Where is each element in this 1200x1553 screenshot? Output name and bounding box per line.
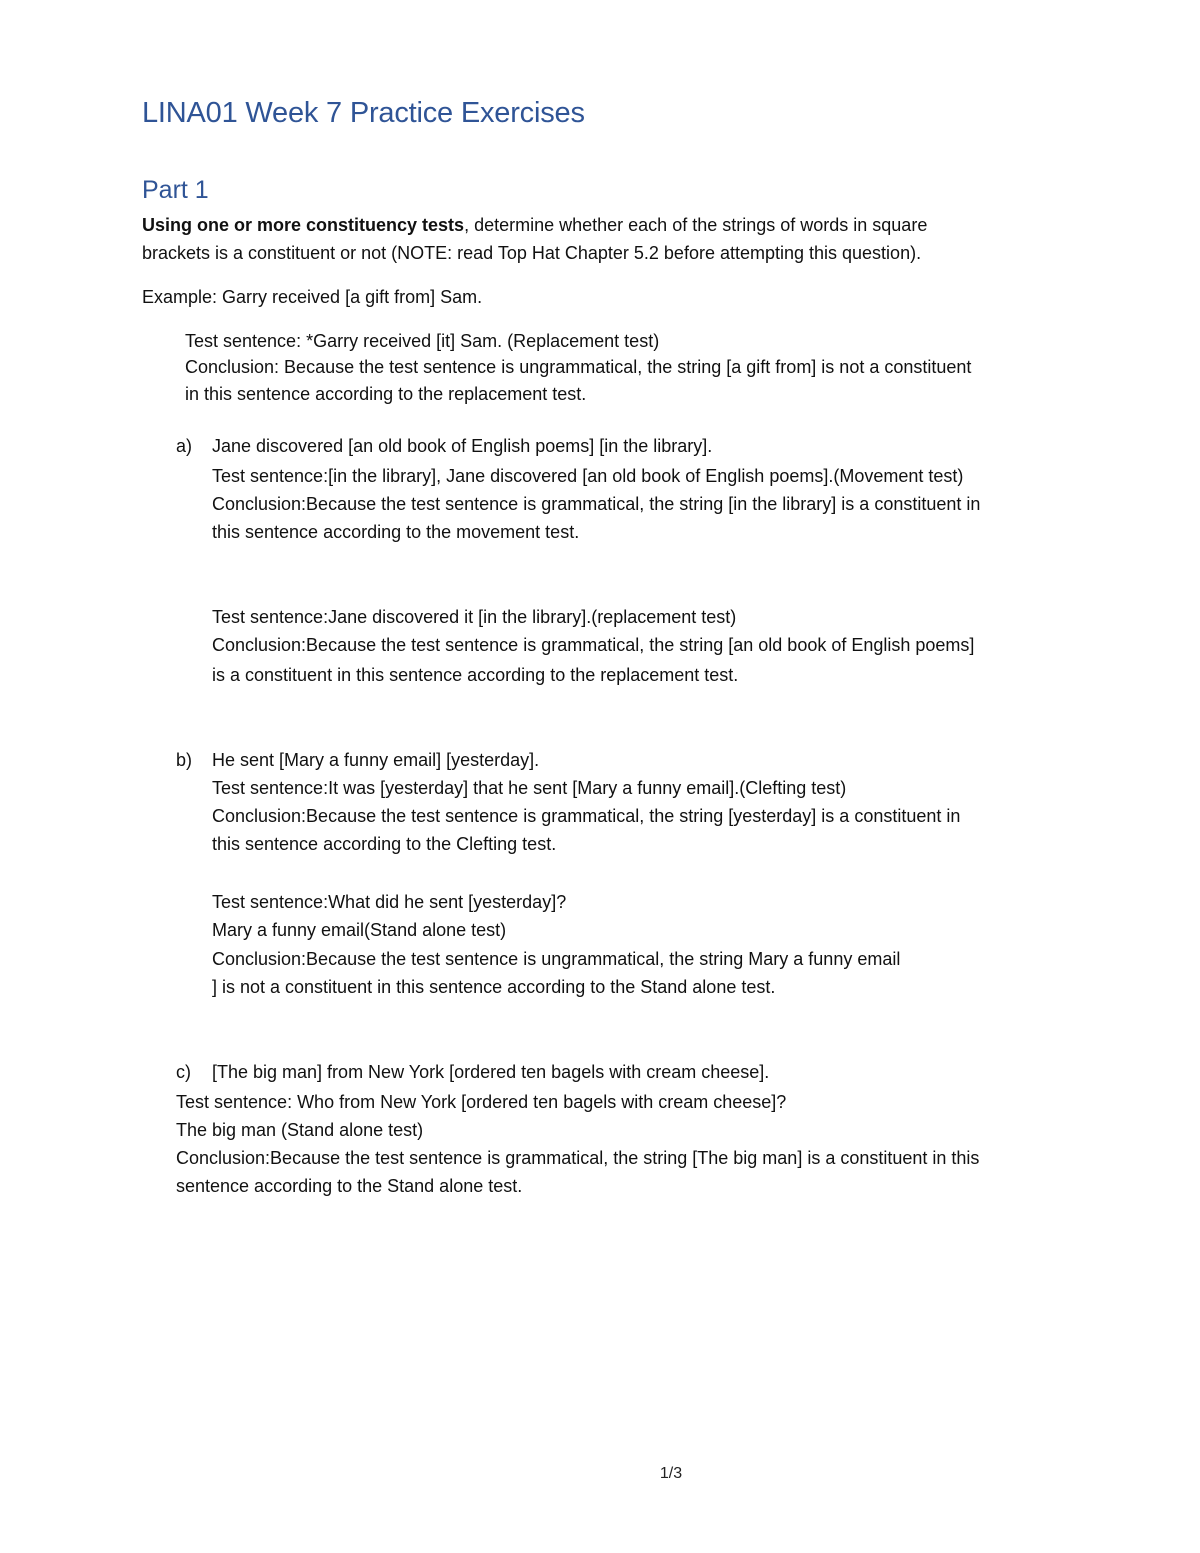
item-b-test-sentence-2: Test sentence:What did he sent [yesterday]? — [212, 892, 567, 912]
item-c-conclusion-line-2: sentence according to the Stand alone test. — [176, 1176, 523, 1196]
item-b-test-sentence-1: Test sentence:It was [yesterday] that he sent [Mary a funny email].(Clefting test) — [212, 778, 847, 798]
item-b-conclusion-1-line-2: this sentence according to the Clefting test. — [212, 834, 557, 854]
item-a-test-sentence-1: Test sentence:[in the library], Jane discovered [an old book of English poems].(Movement test) — [212, 466, 964, 486]
instructions-line-2: brackets is a constituent or not (NOTE: read Top Hat Chapter 5.2 before attempting this question). — [142, 243, 922, 263]
page-number: 1/3 — [659, 1465, 683, 1482]
item-b-sentence: He sent [Mary a funny email] [yesterday]. — [212, 750, 540, 770]
item-b-conclusion-1-line-1: Conclusion:Because the test sentence is grammatical, the string [yesterday] is a constituent in — [212, 806, 961, 826]
item-a-conclusion-2-line-2: is a constituent in this sentence according to the replacement test. — [212, 665, 739, 685]
instructions-bold-lead: Using one or more constituency tests — [142, 215, 465, 235]
item-a-label: a) — [176, 436, 193, 456]
item-b-answer: Mary a funny email(Stand alone test) — [212, 920, 507, 940]
item-c-sentence: [The big man] from New York [ordered ten bagels with cream cheese]. — [212, 1062, 770, 1082]
part-heading: Part 1 — [142, 176, 209, 204]
example-conclusion-line-1: Conclusion: Because the test sentence is ungrammatical, the string [a gift from] is not a constituent — [185, 357, 972, 377]
item-b-conclusion-2-line-1: Conclusion:Because the test sentence is ungrammatical, the string Mary a funny email — [212, 949, 901, 969]
item-b-conclusion-2-line-2: ] is not a constituent in this sentence according to the Stand alone test. — [212, 977, 776, 997]
item-a-conclusion-1-line-2: this sentence according to the movement test. — [212, 522, 580, 542]
item-c-label: c) — [176, 1062, 191, 1082]
instructions-line-1 — [142, 213, 927, 237]
item-c-answer: The big man (Stand alone test) — [176, 1120, 424, 1140]
document-title: LINA01 Week 7 Practice Exercises — [142, 97, 585, 129]
example-intro: Example: Garry received [a gift from] Sam. — [142, 287, 483, 307]
page-footer — [0, 1464, 1200, 1484]
item-a-conclusion-1-line-1: Conclusion:Because the test sentence is grammatical, the string [in the library] is a constituent in — [212, 494, 981, 514]
item-a-sentence: Jane discovered [an old book of English poems] [in the library]. — [212, 436, 713, 456]
item-a-conclusion-2-line-1: Conclusion:Because the test sentence is grammatical, the string [an old book of English poems] — [212, 635, 975, 655]
item-c-conclusion-line-1: Conclusion:Because the test sentence is grammatical, the string [The big man] is a constituent in this — [176, 1148, 980, 1168]
example-test-sentence: Test sentence: *Garry received [it] Sam. (Replacement test) — [185, 331, 660, 351]
example-conclusion-line-2: in this sentence according to the replacement test. — [185, 384, 587, 404]
item-b-label: b) — [176, 750, 193, 770]
instructions-rest: , determine whether each of the strings of words in square — [464, 215, 928, 235]
item-a-test-sentence-2: Test sentence:Jane discovered it [in the library].(replacement test) — [212, 607, 737, 627]
item-c-test-sentence: Test sentence: Who from New York [ordered ten bagels with cream cheese]? — [176, 1092, 787, 1112]
